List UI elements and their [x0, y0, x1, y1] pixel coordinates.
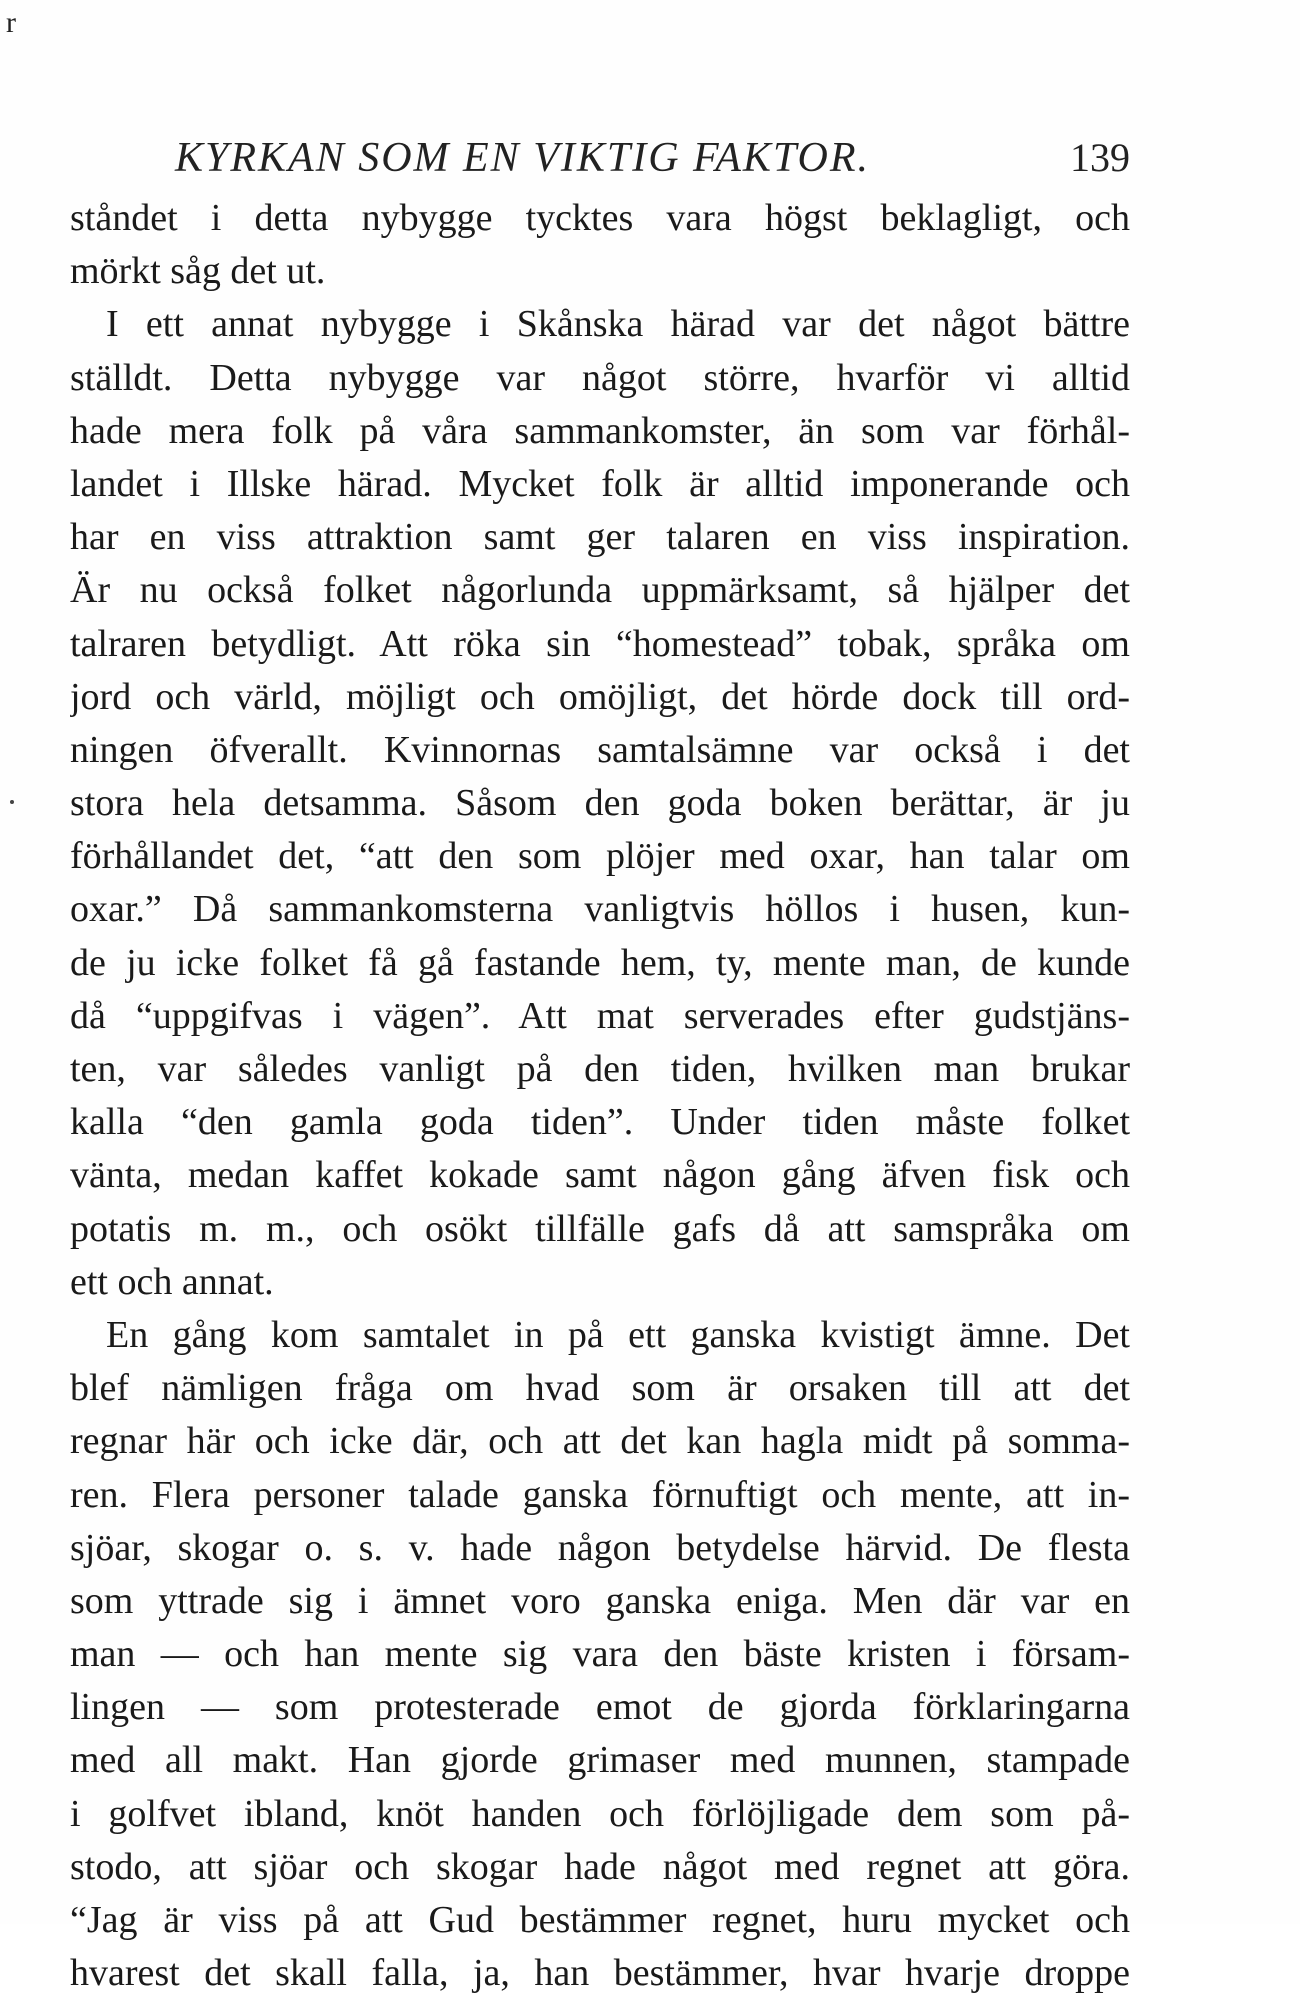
text-line: ten, var således vanligt på den tiden, hvilken man brukar [70, 1048, 1130, 1090]
page-number: 139 [1070, 135, 1130, 180]
text-line: man — och han mente sig vara den bäste kristen i försam- [70, 1633, 1130, 1676]
running-title: KYRKAN SOM EN VIKTIG FAKTOR. [175, 135, 871, 181]
text-line: Är nu också folket någorlunda uppmärksamt, så hjälper det [70, 569, 1130, 612]
text-line: ningen öfverallt. Kvinnornas samtalsämne var också i det [70, 728, 1130, 771]
text-line: förhållandet det, “att den som plöjer med oxar, han talar om [70, 835, 1130, 878]
text-line: “Jag är viss på att Gud bestämmer regnet, huru mycket och [70, 1899, 1130, 1941]
text-line: då “uppgifvas i vägen”. Att mat serverades efter gudstjäns- [70, 994, 1130, 1037]
text-line: jord och värld, möjligt och omöjligt, det hörde dock till ord- [70, 675, 1130, 718]
text-line: ståndet i detta nybygge tycktes vara högst beklagligt, och [70, 197, 1130, 239]
text-line: potatis m. m., och osökt tillfälle gafs då att samspråka om [70, 1207, 1130, 1250]
text-line: blef nämligen fråga om hvad som är orsaken till att det [70, 1367, 1130, 1410]
text-line: mörkt såg det ut. [70, 250, 326, 293]
text-line: I ett annat nybygge i Skånska härad var det något bättre [106, 303, 1130, 346]
text-line: stodo, att sjöar och skogar hade något med regnet att göra. [70, 1845, 1130, 1888]
corner-mark: r [6, 6, 16, 39]
margin-speck [10, 800, 14, 804]
running-head [70, 128, 1130, 188]
body-text [70, 192, 1130, 2000]
text-line: oxar.” Då sammankomsterna vanligtvis höllos i husen, kun- [70, 888, 1130, 931]
text-line: med all makt. Han gjorde grimaser med munnen, stampade [70, 1739, 1130, 1782]
text-line: de ju icke folket få gå fastande hem, ty, mente man, de kunde [70, 941, 1130, 984]
text-line: regnar här och icke där, och att det kan hagla midt på somma- [70, 1420, 1130, 1463]
text-line: En gång kom samtalet in på ett ganska kvistigt ämne. Det [106, 1313, 1130, 1356]
text-line: landet i Illske härad. Mycket folk är alltid imponerande och [70, 462, 1130, 505]
text-line: kalla “den gamla goda tiden”. Under tiden måste folket [70, 1101, 1130, 1144]
text-line: i golfvet ibland, knöt handen och förlöjligade dem som på- [70, 1792, 1130, 1835]
text-line: hvarest det skall falla, ja, han bestämmer, hvar hvarje droppe [70, 1952, 1130, 1995]
text-line: lingen — som protesterade emot de gjorda förklaringarna [70, 1686, 1130, 1729]
text-line: har en viss attraktion samt ger talaren en viss inspiration. [70, 516, 1130, 559]
text-line: sjöar, skogar o. s. v. hade någon betydelse härvid. De flesta [70, 1526, 1130, 1569]
text-line: hade mera folk på våra sammankomster, än som var förhål- [70, 409, 1130, 452]
text-line: vänta, medan kaffet kokade samt någon gång äfven fisk och [70, 1154, 1130, 1197]
text-line: som yttrade sig i ämnet voro ganska eniga. Men där var en [70, 1579, 1130, 1622]
text-line: stora hela detsamma. Såsom den goda boken berättar, är ju [70, 782, 1130, 825]
text-line: ett och annat. [70, 1260, 274, 1303]
text-line: ställdt. Detta nybygge var något större, hvarför vi alltid [70, 356, 1130, 399]
text-line: ren. Flera personer talade ganska förnuftigt och mente, att in- [70, 1473, 1130, 1516]
text-line: talraren betydligt. Att röka sin “homestead” tobak, språka om [70, 622, 1130, 665]
